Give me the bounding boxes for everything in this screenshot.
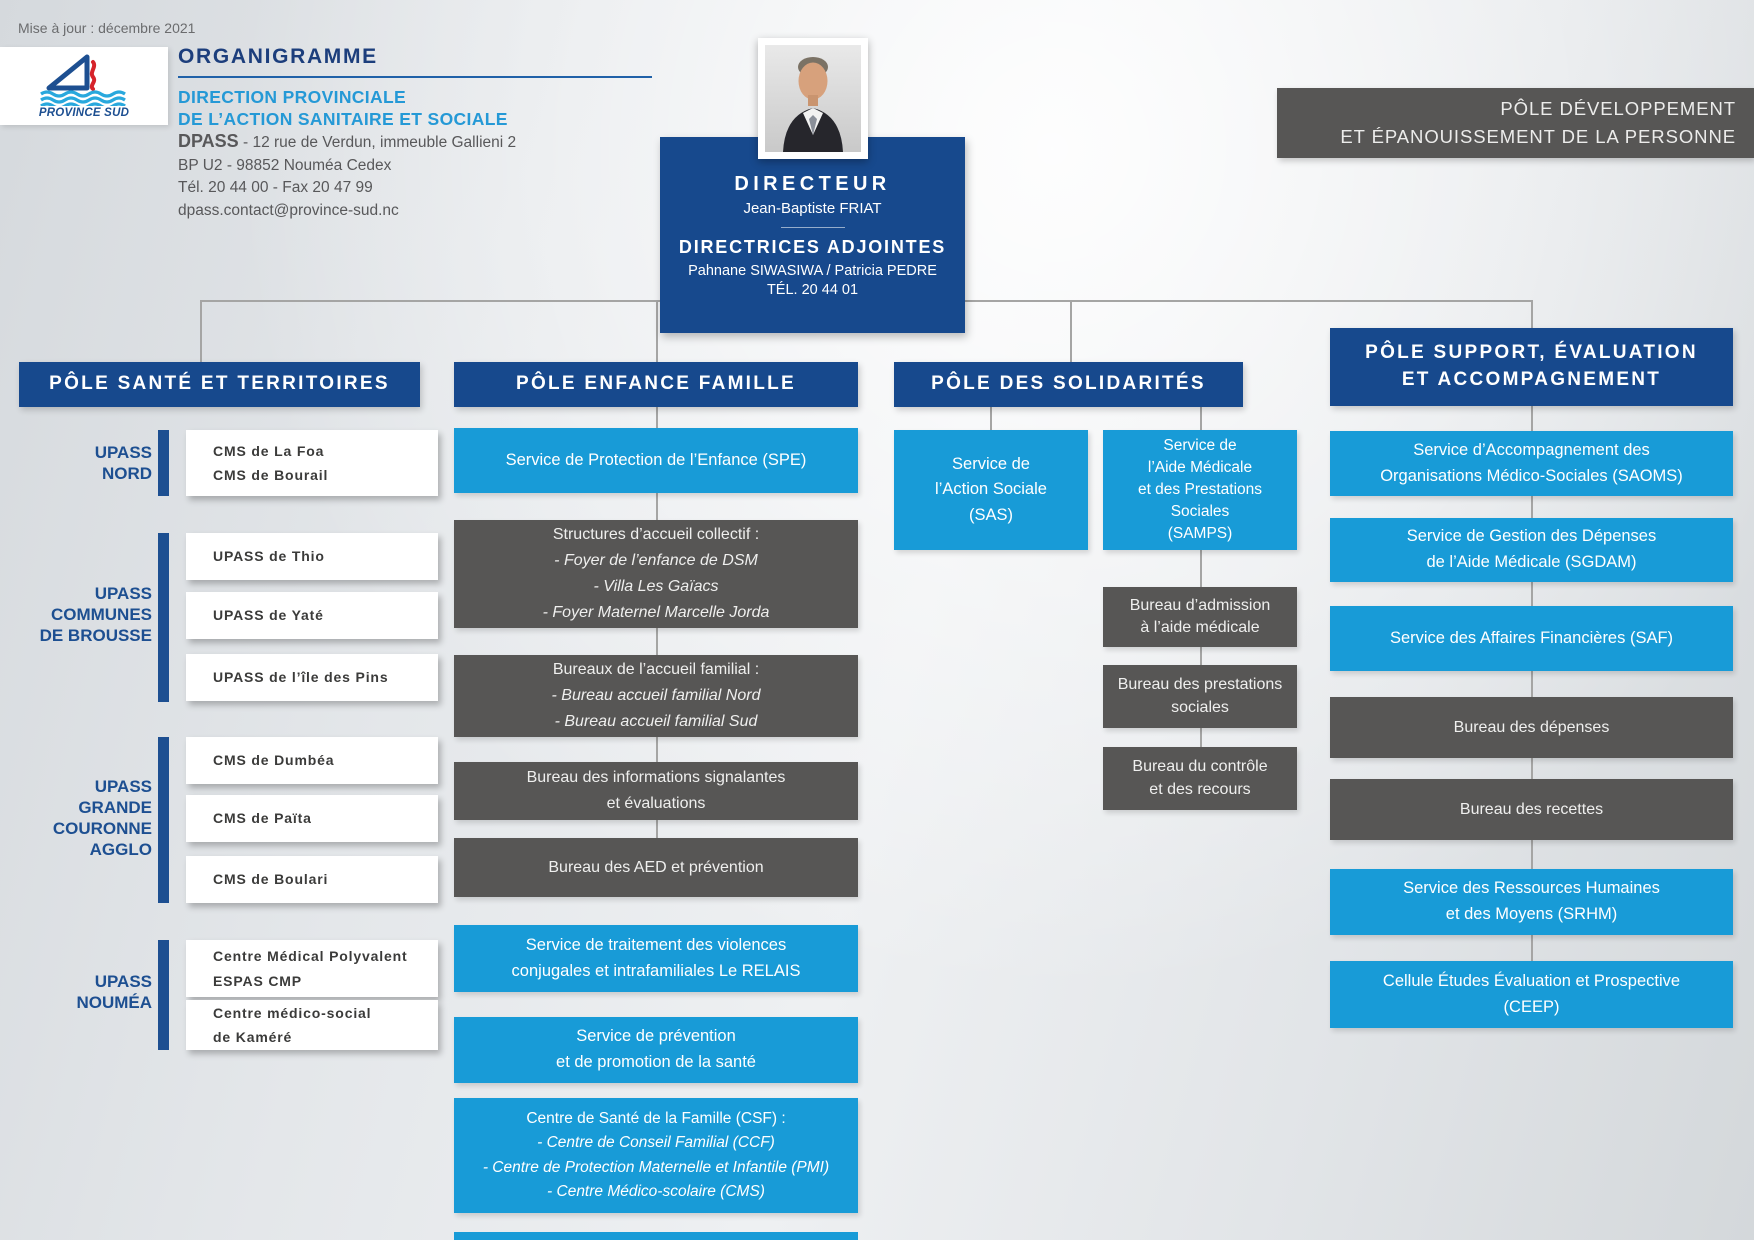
- bureau-prestations-box: Bureau des prestations sociales: [1103, 665, 1297, 728]
- connector-line: [656, 407, 658, 429]
- cms-dumbea-box: CMS de Dumbéa: [186, 737, 438, 784]
- bureau-admission-box: Bureau d’admission à l’aide médicale: [1103, 587, 1297, 647]
- address-line2: BP U2 - 98852 Nouméa Cedex: [178, 156, 392, 174]
- sgdam-box: Service de Gestion des Dépenses de l’Aide Médicale (SGDAM): [1330, 518, 1733, 582]
- connector-line: [1070, 300, 1072, 362]
- pole-developpement-banner: PÔLE DÉVELOPPEMENT ET ÉPANOUISSEMENT DE LA PERSONNE: [1277, 88, 1754, 158]
- cms-la-foa-bourail-box: CMS de La Foa CMS de Bourail: [186, 430, 438, 496]
- group-bar: [158, 533, 169, 702]
- pole-solidarites-header: PÔLE DES SOLIDARITÉS: [894, 362, 1243, 407]
- connector-line: [1531, 758, 1533, 780]
- deputy-role: DIRECTRICES ADJOINTES: [678, 237, 947, 257]
- connector-line: [1531, 582, 1533, 607]
- deputy-names: Pahnane SIWASIWA / Patricia PEDRE: [688, 263, 937, 279]
- connector-line: [1531, 671, 1533, 698]
- espas-cmp-box: Centre Médical Polyvalent ESPAS CMP: [186, 940, 438, 997]
- director-photo: [758, 38, 868, 159]
- connector-line: [1200, 550, 1202, 588]
- director-box: [660, 137, 965, 333]
- connector-line: [990, 407, 992, 431]
- saoms-box: Service d’Accompagnement des Organisations Médico-Sociales (SAOMS): [1330, 431, 1733, 496]
- connector-line: [1531, 496, 1533, 519]
- director-phone: TÉL. 20 44 01: [766, 282, 859, 298]
- upass-ile-des-pins-box: UPASS de l’île des Pins: [186, 654, 438, 701]
- address-block: [178, 130, 516, 222]
- srhm-box: Service des Ressources Humaines et des Moyens (SRHM): [1330, 869, 1733, 935]
- director-name: Jean-Baptiste FRIAT: [743, 200, 882, 217]
- last-updated: Mise à jour : décembre 2021: [18, 20, 196, 36]
- page-title: ORGANIGRAMME: [178, 45, 378, 68]
- group-bar: [158, 940, 169, 1050]
- connector-line: [656, 737, 658, 763]
- sas-box: Service de l’Action Sociale (SAS): [894, 430, 1088, 550]
- province-sud-logo: [0, 47, 168, 125]
- sailboat-icon: [25, 54, 143, 106]
- address-line3: Tél. 20 44 00 - Fax 20 47 99: [178, 179, 373, 196]
- connector-line: [200, 300, 202, 362]
- group-bar: [158, 737, 169, 903]
- aed-prevention-box: Bureau des AED et prévention: [454, 838, 858, 897]
- cms-boulari-box: CMS de Boulari: [186, 856, 438, 903]
- csf-box: Centre de Santé de la Famille (CSF) : - Centre de Conseil Familial (CCF) - Centre de Protection Maternelle et Infantile (PMI) - Centre Médico-scolaire (CMS): [454, 1098, 858, 1213]
- upass-noumea-label: UPASS NOUMÉA: [76, 972, 152, 1013]
- pole-sante-header: PÔLE SANTÉ ET TERRITOIRES: [19, 362, 420, 407]
- connector-line: [1531, 935, 1533, 962]
- upass-nord-label: UPASS NORD: [94, 443, 152, 484]
- connector-line: [1200, 407, 1202, 431]
- upass-thio-box: UPASS de Thio: [186, 533, 438, 580]
- direction-name-line2: DE L’ACTION SANITAIRE ET SOCIALE: [178, 109, 508, 129]
- dpass-acronym: DPASS: [178, 131, 239, 151]
- connector-line: [1531, 840, 1533, 870]
- portrait-image: [765, 45, 861, 152]
- relais-box: Service de traitement des violences conjugales et intrafamiliales Le RELAIS: [454, 925, 858, 992]
- prevention-promotion-sante-box: Service de prévention et de promotion de la santé: [454, 1017, 858, 1083]
- bureau-controle-box: Bureau du contrôle et des recours: [1103, 747, 1297, 810]
- upass-yate-box: UPASS de Yaté: [186, 592, 438, 639]
- informations-signalantes-box: Bureau des informations signalantes et évaluations: [454, 762, 858, 820]
- connector-line: [656, 820, 658, 839]
- structures-accueil-box: Structures d’accueil collectif : - Foyer de l’enfance de DSM - Villa Les Gaïacs - Foyer Maternel Marcelle Jorda: [454, 520, 858, 628]
- connector-line: [656, 628, 658, 656]
- ceep-box: Cellule Études Évaluation et Prospective (CEEP): [1330, 961, 1733, 1028]
- direction-name-line1: DIRECTION PROVINCIALE: [178, 87, 407, 107]
- connector-line: [1531, 406, 1533, 432]
- title-underline: [178, 76, 652, 78]
- pole-enfance-header: PÔLE ENFANCE FAMILLE: [454, 362, 858, 407]
- group-bar: [158, 430, 169, 496]
- director-role: DIRECTEUR: [734, 173, 891, 195]
- upass-grande-couronne-label: UPASS GRANDE COURONNE AGGLO: [52, 777, 152, 860]
- bureaux-accueil-familial-box: Bureaux de l’accueil familial : - Bureau accueil familial Nord - Bureau accueil familial Sud: [454, 655, 858, 737]
- connector-line: [656, 300, 658, 362]
- connector-line: [1200, 728, 1202, 748]
- connector-line: [1531, 300, 1533, 328]
- cms-paita-box: CMS de Païta: [186, 795, 438, 842]
- bureau-recettes-box: Bureau des recettes: [1330, 779, 1733, 840]
- pole-support-header: PÔLE SUPPORT, ÉVALUATION ET ACCOMPAGNEMENT: [1330, 328, 1733, 406]
- connector-line: [1200, 647, 1202, 666]
- bottom-accent-strip: [454, 1232, 858, 1240]
- address-line1: DPASS - 12 rue de Verdun, immeuble Gallieni 2: [178, 131, 517, 151]
- connector-line: [656, 493, 658, 521]
- logo-wordmark: PROVINCE SUD: [38, 106, 130, 119]
- spe-box: Service de Protection de l’Enfance (SPE): [454, 428, 858, 493]
- divider: [781, 227, 845, 228]
- kamere-box: Centre médico-social de Kaméré: [186, 1000, 438, 1050]
- email-text: dpass.contact@province-sud.nc: [178, 201, 399, 219]
- saf-box: Service des Affaires Financières (SAF): [1330, 606, 1733, 671]
- samps-box: Service de l’Aide Médicale et des Prestations Sociales (SAMPS): [1103, 430, 1297, 550]
- upass-brousse-label: UPASS COMMUNES DE BROUSSE: [39, 584, 152, 646]
- bureau-depenses-box: Bureau des dépenses: [1330, 697, 1733, 758]
